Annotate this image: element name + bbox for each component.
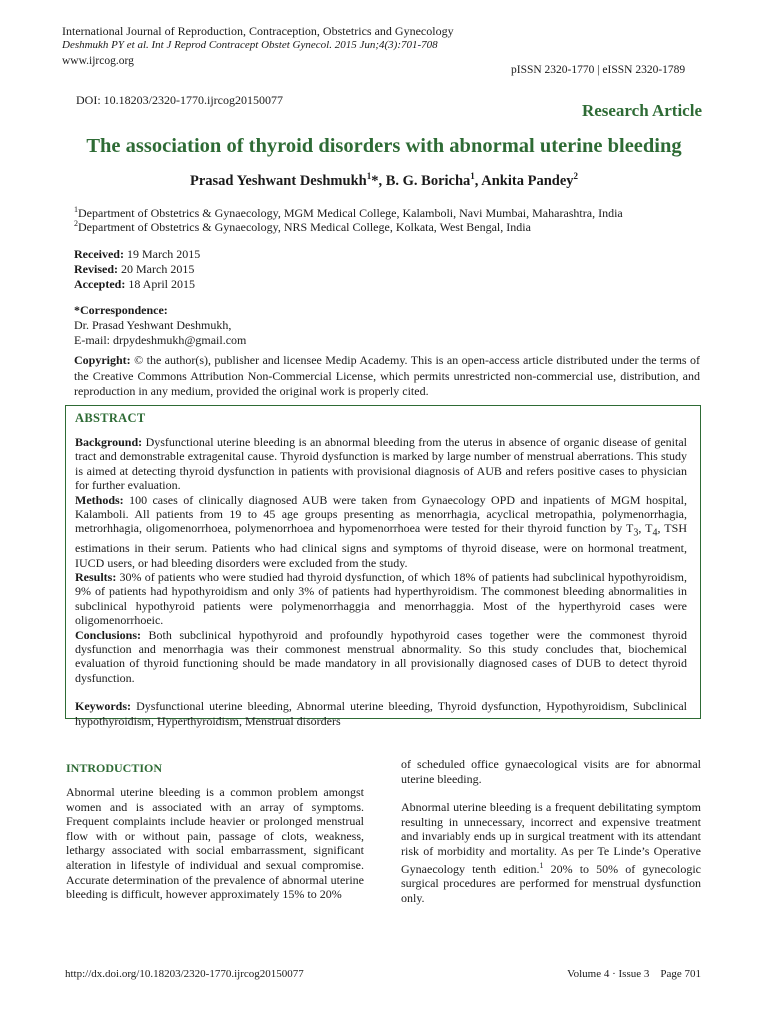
conclusions-text: Both subclinical hypothyroid and profoundly hypothyroid cases together were the commonest thyroid dysfunction and menorrhagia was their commonest menstrual abnormality. So this study concludes that, biochemical evaluation of thyroid functioning should be made mandatory in all provisionally diagnosed cases of DUB to detect thyroid dysfunction. bbox=[75, 627, 687, 685]
abstract-background bbox=[75, 435, 687, 493]
background-label: Background: bbox=[75, 435, 143, 449]
revised-date bbox=[74, 262, 200, 277]
author-name: B. G. Boricha bbox=[385, 172, 471, 189]
author-name: Prasad Yeshwant Deshmukh bbox=[189, 172, 367, 189]
accepted-label: Accepted: bbox=[74, 277, 126, 291]
results-text: 30% of patients who were studied had thyroid dysfunction, of which 18% of patients had subclinical hypothyroidism, 9% of patients had hypothyroidism and only 3% of patients had hyperthyroidism. The commonest bleeding abnormalities in subclinical hypothyroid patients were polymenorrhaggia and menorrhaggia. Most of the hyperthyroid cases were oligomenorrhoeic. bbox=[75, 570, 687, 628]
methods-label: Methods: bbox=[75, 492, 124, 507]
methods-subscript: 3 bbox=[633, 527, 639, 539]
footer-page-info: Volume 4 · Issue 3 Page 701 bbox=[567, 968, 701, 980]
affiliation-number: 2 bbox=[74, 219, 78, 228]
doi: DOI: 10.18203/2320-1770.ijrcog20150077 bbox=[76, 93, 283, 107]
keywords-text: Dysfunctional uterine bleeding, Abnormal uterine bleeding, Thyroid dysfunction, Hypothyroidism, Subclinical hypothyroidism, Hyperthyroidism, Menstrual disorders bbox=[75, 699, 687, 728]
author-separator: , bbox=[474, 172, 482, 189]
citation-reference[interactable]: 1 bbox=[539, 860, 544, 870]
conclusions-label: Conclusions: bbox=[75, 627, 142, 642]
methods-text: , TSH estimations in their serum. Patients who had clinical signs and symptoms of thyroid disease, were on hormonal treatment, IUCD users, or had bleeding disorders were excluded from the study. bbox=[75, 521, 687, 570]
abstract-methods bbox=[75, 493, 687, 570]
author-list bbox=[0, 171, 768, 190]
introduction-column-2 bbox=[401, 757, 701, 905]
copyright-notice bbox=[74, 353, 700, 400]
received-label: Received: bbox=[74, 247, 124, 261]
methods-text: , T bbox=[638, 521, 653, 536]
methods-subscript: 4 bbox=[652, 527, 658, 539]
abstract-body bbox=[75, 435, 687, 728]
affiliation-number: 1 bbox=[74, 205, 78, 214]
introduction-heading: INTRODUCTION bbox=[66, 761, 163, 775]
accepted-date bbox=[74, 277, 200, 292]
copyright-label: Copyright: bbox=[74, 353, 131, 367]
footer-doi-link[interactable]: http://dx.doi.org/10.18203/2320-1770.ijrcog20150077 bbox=[65, 968, 304, 980]
paragraph-text: 20% to 50% of gynecologic surgical procedures are performed for menstrual dysfunction only. bbox=[401, 861, 701, 905]
methods-text: 100 cases of clinically diagnosed AUB were taken from Gynaecology OPD and inpatients of MGM hospital, Kalamboli. All patients from 19 to 45 age groups presenting as menorrhagia, acyclical metropathia, polymenorrhagia, metrorhhagia, oligomenorrhoea, polymenorrhoea and hypomenorrhoea were tested for their thyroid function by T bbox=[75, 492, 687, 536]
background-text: Dysfunctional uterine bleeding is an abnormal bleeding from the uterus in absence of organic disease of genital tract and demonstrable extragenital cause. Thyroid dysfunction is marked by large number of menstrual aberrations. This study is aimed at detecting thyroid dysfunction in patients with provisional diagnosis of AUB and refers positive cases to physician for further evaluation. bbox=[75, 435, 687, 493]
keywords-label: Keywords: bbox=[75, 699, 131, 714]
abstract-heading: ABSTRACT bbox=[75, 411, 146, 425]
received-date bbox=[74, 247, 200, 262]
results-label: Results: bbox=[75, 570, 117, 585]
article-dates bbox=[74, 247, 200, 292]
journal-citation: Deshmukh PY et al. Int J Reprod Contracept Obstet Gynecol. 2015 Jun;4(3):701-708 bbox=[62, 39, 438, 51]
article-title: The association of thyroid disorders with abnormal uterine bleeding bbox=[86, 135, 682, 157]
author-affiliation-mark: 1 bbox=[470, 171, 475, 181]
accepted-value: 18 April 2015 bbox=[125, 277, 195, 291]
author-name: Ankita Pandey bbox=[481, 172, 574, 189]
received-value: 19 March 2015 bbox=[123, 247, 201, 261]
article-type: Research Article bbox=[581, 101, 702, 120]
correspondence-label: *Correspondence: bbox=[74, 303, 168, 317]
abstract-results bbox=[75, 570, 687, 628]
affiliation-text: Department of Obstetrics & Gynaecology, MGM Medical College, Kalamboli, Navi Mumbai, Maharashtra, India bbox=[78, 206, 623, 220]
copyright-text: © the author(s), publisher and licensee Medip Academy. This is an open-access article distributed under the terms of the Creative Commons Attribution Non-Commercial License, which permits unrestricted non-commercial use, distribution, and reproduction in any medium, provided the original work is properly cited. bbox=[74, 353, 700, 398]
introduction-paragraph-2 bbox=[401, 800, 701, 905]
abstract-keywords bbox=[75, 699, 687, 728]
affiliation-text: Department of Obstetrics & Gynaecology, NRS Medical College, Kolkata, West Bengal, India bbox=[78, 220, 531, 234]
introduction-paragraph-1-continued: of scheduled office gynaecological visits are for abnormal uterine bleeding. bbox=[401, 757, 701, 786]
correspondence bbox=[74, 303, 246, 348]
journal-website[interactable]: www.ijrcog.org bbox=[62, 55, 134, 67]
correspondence-email[interactable]: E-mail: drpydeshmukh@gmail.com bbox=[74, 333, 247, 347]
affiliation-2 bbox=[74, 219, 531, 235]
revised-label: Revised: bbox=[74, 262, 118, 276]
paragraph-text: Abnormal uterine bleeding is a frequent debilitating symptom resulting in unnecessary, incorrect and expensive treatment and invariably ends up in surgical treatment with its attendant risk of morbidity and mortality. As per Te Linde’s Operative Gynaecology tenth edition. bbox=[401, 800, 701, 876]
author-affiliation-mark: 2 bbox=[573, 171, 579, 181]
abstract-conclusions bbox=[75, 628, 687, 686]
issn-info: pISSN 2320-1770 | eISSN 2320-1789 bbox=[511, 64, 686, 76]
correspondence-name: Dr. Prasad Yeshwant Deshmukh, bbox=[74, 318, 232, 332]
journal-name: International Journal of Reproduction, Contraception, Obstetrics and Gynecology bbox=[62, 24, 454, 38]
introduction-paragraph-1: Abnormal uterine bleeding is a common problem amongst women and is associated with an array of symptoms. Frequent complaints include heavier or prolonged menstrual flow with or without pain, passage of clots, weakness, lethargy associated with social embarrassment, significant alteration in lifestyle of individual and sexual compromise. Accurate determination of the prevalence of abnormal uterine bleeding is difficult, however approximately 15% to 20% bbox=[66, 785, 364, 902]
author-separator: *, bbox=[371, 172, 386, 189]
author-affiliation-mark: 1 bbox=[366, 171, 372, 181]
revised-value: 20 March 2015 bbox=[118, 262, 195, 276]
